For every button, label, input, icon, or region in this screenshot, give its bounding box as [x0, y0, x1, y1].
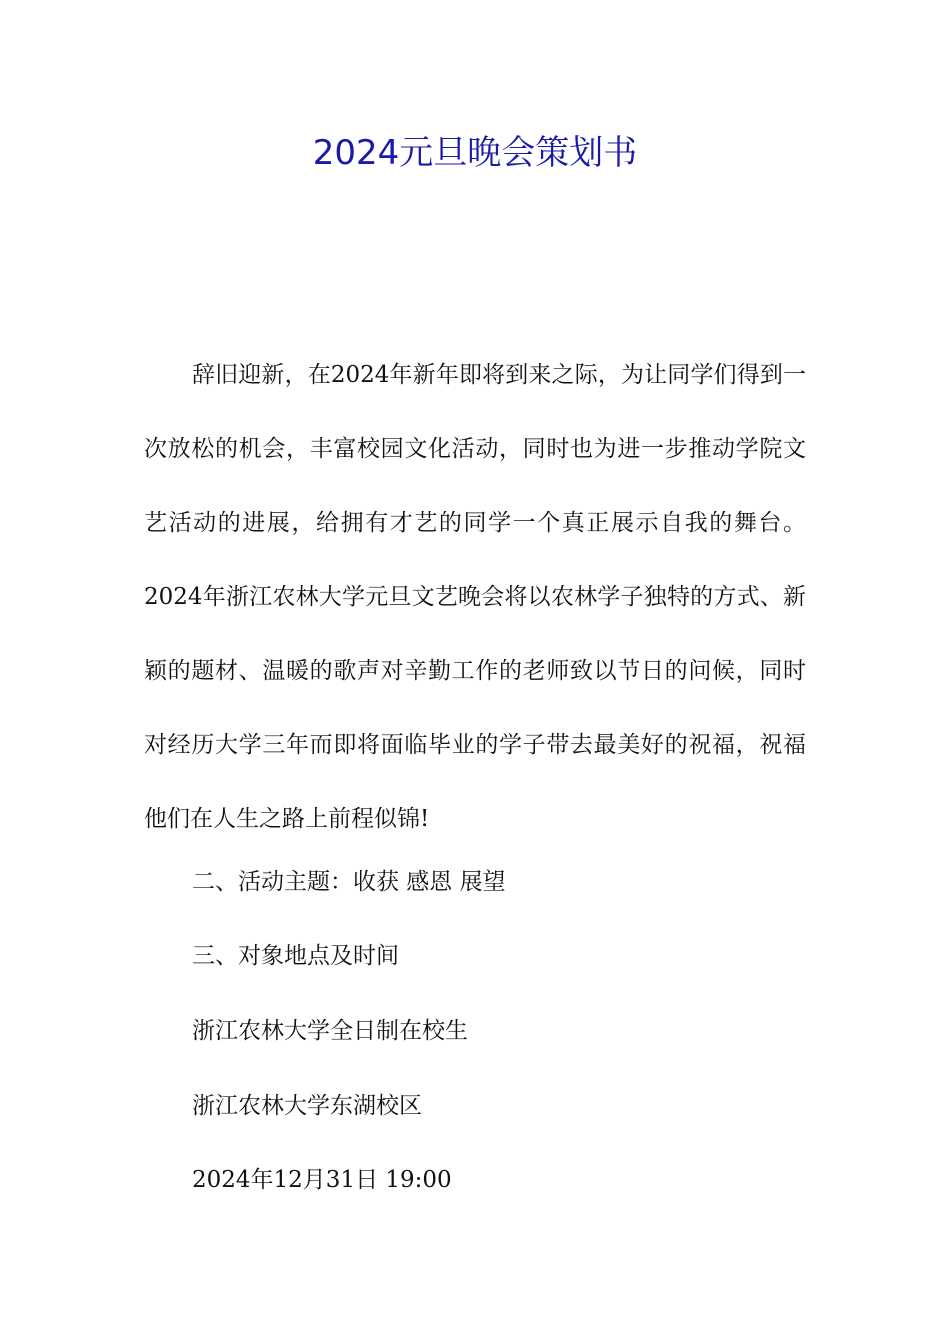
target-audience: 浙江农林大学全日制在校生	[192, 1018, 468, 1044]
event-location: 浙江农林大学东湖校区	[192, 1093, 422, 1119]
document-title: 2024元旦晚会策划书	[312, 133, 638, 173]
intro-paragraph: 辞旧迎新，在2024年新年即将到来之际，为让同学们得到一次放松的机会，丰富校园文化活动，同时也为进一步推动学院文艺活动的进展，给拥有才艺的同学一个真正展示自我的舞台。2024年浙江农林大学元旦文艺晚会将以农林学子独特的方式、新颖的题材、温暖的歌声对辛勤工作的老师致以节日的问候，同时对经历大学三年而即将面临毕业的学子带去最美好的祝福，祝福他们在人生之路上前程似锦!	[144, 362, 806, 832]
event-datetime: 2024年12月31日 19:00	[192, 1167, 452, 1193]
activity-theme: 二、活动主题：收获 感恩 展望	[192, 869, 506, 895]
section-heading-target-location-time: 三、对象地点及时间	[192, 943, 399, 969]
